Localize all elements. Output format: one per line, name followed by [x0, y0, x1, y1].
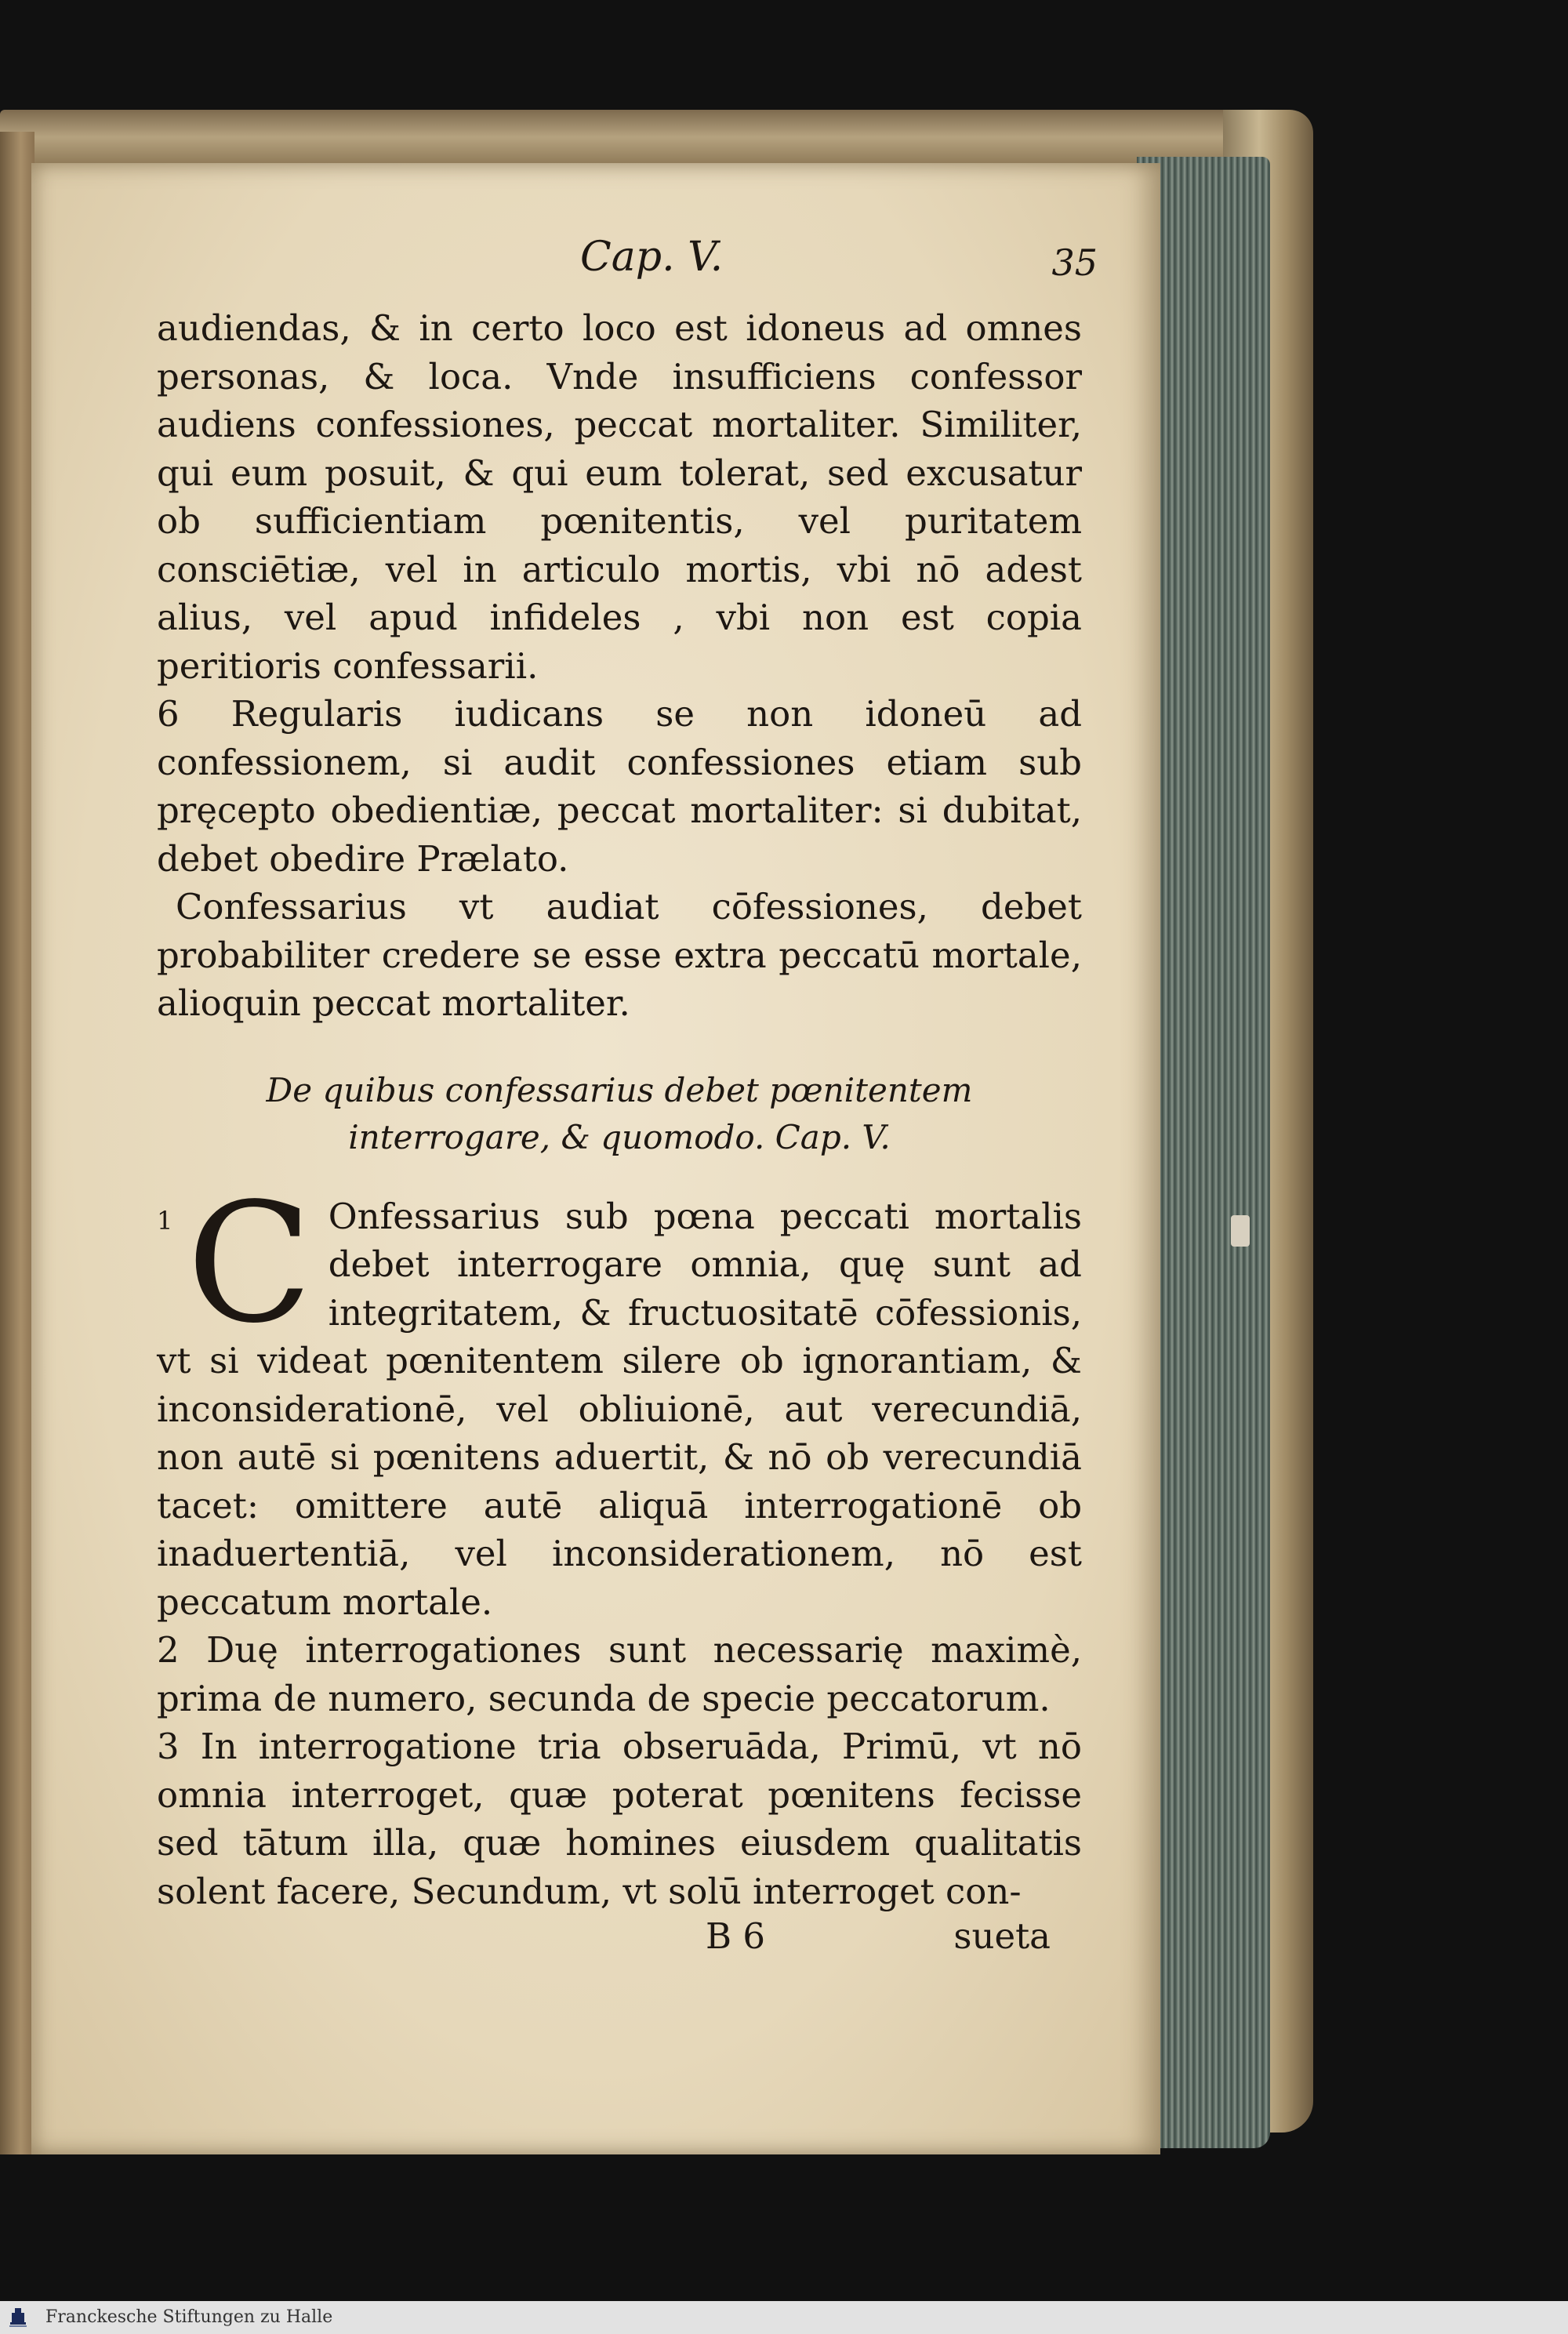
paragraph-1	[157, 1167, 1082, 1627]
catchword: sueta	[953, 1915, 1051, 1957]
page-number: 35	[1051, 241, 1098, 284]
book-cover-left	[0, 132, 34, 2154]
body-text	[157, 304, 1082, 1028]
book-cover-top	[0, 110, 1301, 165]
body-text-2	[157, 1626, 1082, 1915]
footer-bar	[0, 2301, 1568, 2334]
paragraph-1-text: Onfessarius sub pœna peccati mortalis debet interrogare omnia, quę sunt ad integritatem, & fructuositatē cōfessionis, vt si videat pœnitentem silere ob ignorantiam, & inconsiderationē, vel obliuionē, aut verecundiā, non autē si pœnitens aduertit, & nō ob verecundiā tacet: omittere autē aliquā interrogationē ob inaduertentiā, vel inconsiderationem, nō est peccatum mortale.	[157, 1195, 1082, 1623]
top-paragraph: audiendas, & in certo loco est idoneus ad omnes personas, & loca. Vnde insufficiens confessor audiens confessiones, peccat mortaliter. Similiter, qui eum posuit, & qui eum tolerat, sed excusatur ob sufficientiam pœnitentis, vel puritatem consciētiæ, vel in articulo mortis, vbi nō adest alius, vel apud infideles , vbi non est copia peritioris confessarii.	[157, 307, 1082, 687]
paragraph-number: 1	[157, 1205, 173, 1236]
paragraph-2: 2 Duę interrogationes sunt necessarię maximè, prima de numero, secunda de specie peccatorum.	[157, 1629, 1082, 1719]
chapter-heading	[157, 1067, 1082, 1161]
page-footer-line	[157, 1915, 1082, 1964]
paragraph-6: 6 Regularis iudicans se non idoneū ad confessionem, si audit confessiones etiam sub pręcepto obedientiæ, peccat mortaliter: si dubitat, debet obedire Prælato.	[157, 693, 1082, 880]
paragraph-confessarius: Confessarius vt audiat cōfessiones, debet probabiliter credere se esse extra peccatū mortale, alioquin peccat mortaliter.	[157, 886, 1082, 1024]
bookmark-tab	[1231, 1215, 1250, 1247]
running-title: Cap. V.	[580, 234, 724, 281]
institution-name: Franckesche Stiftungen zu Halle	[45, 2307, 333, 2327]
paragraph-3: 3 In interrogatione tria obseruāda, Primū, vt nō omnia interroget, quæ poterat pœnitens fecisse sed tātum illa, quæ homines eiusdem qualitatis solent facere, Secundum, vt solū interroget con-	[157, 1726, 1082, 1912]
drop-cap: C	[187, 1167, 313, 1359]
signature-mark: B 6	[706, 1915, 766, 1957]
running-head	[157, 234, 1129, 304]
page-content	[157, 234, 1129, 1964]
chapter-heading-line-1: De quibus confessarius debet pœnitentem	[266, 1070, 973, 1109]
book-page	[31, 163, 1160, 2154]
institution-logo-icon	[8, 2307, 28, 2329]
chapter-heading-line-2: interrogare, & quomodo. Cap. V.	[348, 1117, 891, 1156]
